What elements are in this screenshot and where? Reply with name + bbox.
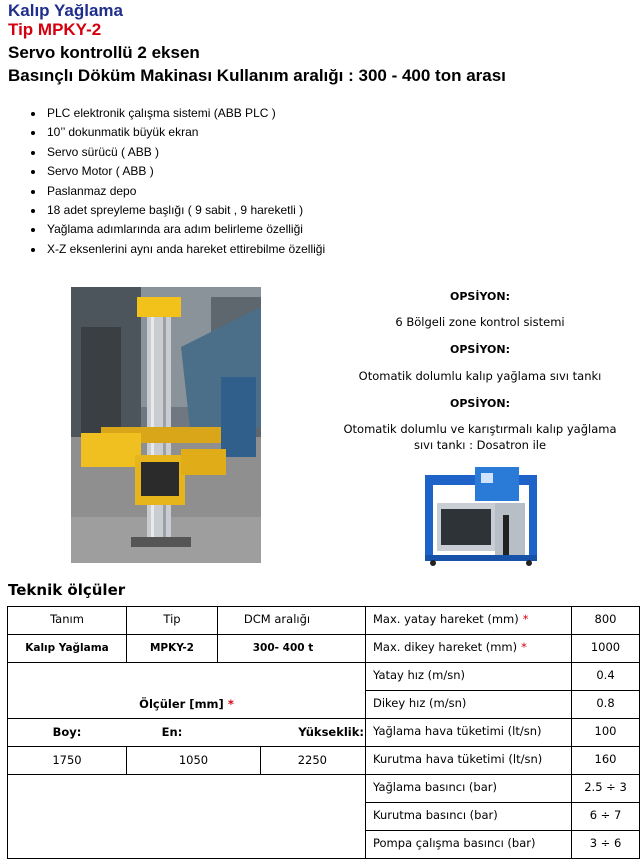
option-heading: OPSİYON: xyxy=(450,290,510,303)
option-heading: OPSİYON: xyxy=(450,343,510,356)
spec-label xyxy=(373,836,569,850)
cell-dcm: 300- 400 t xyxy=(252,642,314,654)
spec-label xyxy=(373,696,569,710)
dims-title-text: Ölçüler [mm] xyxy=(139,697,224,711)
spec-value: 800 xyxy=(594,612,617,626)
option-heading: OPSİYON: xyxy=(450,397,510,410)
product-title: Kalıp Yağlama xyxy=(8,1,123,20)
spec-label-text: Max. yatay hareket (mm) xyxy=(373,612,519,626)
subtitle-range: Basınçlı Döküm Makinası Kullanım aralığı : 300 - 400 ton arası xyxy=(8,66,506,85)
feature-item: X-Z eksenlerini aynı anda hareket ettirebilme özelliği xyxy=(30,240,325,259)
spec-label xyxy=(373,780,569,794)
cell-tip: MPKY-2 xyxy=(149,642,194,654)
dims-header-en: En: xyxy=(161,725,183,739)
dims-header-boy: Boy: xyxy=(52,725,82,739)
spec-label-text: Pompa çalışma basıncı (bar) xyxy=(373,836,536,850)
machine-photo xyxy=(71,287,261,563)
dims-value-boy: 1750 xyxy=(52,753,82,767)
spec-label-text: Kurutma hava tüketimi (lt/sn) xyxy=(373,752,543,766)
tank-photo xyxy=(415,463,547,567)
col-header-tip: Tip xyxy=(163,612,181,626)
feature-item: 10’’ dokunmatik büyük ekran xyxy=(30,123,325,142)
cell-tanim: Kalıp Yağlama xyxy=(25,642,109,654)
spec-label-text: Yağlama hava tüketimi (lt/sn) xyxy=(373,724,542,738)
spec-value: 0.8 xyxy=(596,696,615,710)
feature-item: Servo sürücü ( ABB ) xyxy=(30,143,325,162)
option-text: sıvı tankı : Dosatron ile xyxy=(413,438,547,452)
spec-label-text: Yatay hız (m/sn) xyxy=(373,668,466,682)
option-text: Otomatik dolumlu ve karıştırmalı kalıp yağlama xyxy=(343,422,617,436)
feature-item: 18 adet spreyleme başlığı ( 9 sabit , 9 hareketli ) xyxy=(30,201,325,220)
spec-label xyxy=(373,668,569,682)
spec-label-text: Kurutma basıncı (bar) xyxy=(373,808,498,822)
spec-label xyxy=(373,808,569,822)
required-star: * xyxy=(522,612,529,626)
feature-item: Yağlama adımlarında ara adım belirleme özelliği xyxy=(30,220,325,239)
spec-value: 6 ÷ 7 xyxy=(589,808,622,822)
spec-label xyxy=(373,752,569,766)
spec-value: 3 ÷ 6 xyxy=(589,836,622,850)
dims-value-en: 1050 xyxy=(178,753,209,767)
spec-label xyxy=(373,724,569,738)
spec-label xyxy=(373,640,569,654)
feature-list xyxy=(30,104,325,259)
spec-value: 100 xyxy=(594,724,617,738)
spec-value: 160 xyxy=(594,752,617,766)
spec-label-text: Dikey hız (m/sn) xyxy=(373,696,467,710)
subtitle-axes: Servo kontrollü 2 eksen xyxy=(8,43,200,62)
required-star: * xyxy=(521,640,527,654)
spec-value: 1000 xyxy=(590,640,621,654)
dims-header-yukseklik: Yükseklik: xyxy=(298,725,364,739)
tech-title: Teknik ölçüler xyxy=(8,581,126,599)
spec-value: 2.5 ÷ 3 xyxy=(584,780,627,794)
spec-value: 0.4 xyxy=(596,668,615,682)
option-text: Otomatik dolumlu kalıp yağlama sıvı tankı xyxy=(358,369,602,383)
dims-title xyxy=(8,697,365,711)
dims-value-yukseklik: 2250 xyxy=(297,753,327,767)
spec-label-text: Yağlama basıncı (bar) xyxy=(373,780,497,794)
col-header-dcm: DCM aralığı xyxy=(243,612,311,626)
required-star: * xyxy=(227,697,234,711)
col-header-tanim: Tanım xyxy=(50,612,84,626)
option-text: 6 Bölgeli zone kontrol sistemi xyxy=(395,315,565,329)
feature-item: PLC elektronik çalışma sistemi (ABB PLC ) xyxy=(30,104,325,123)
spec-label xyxy=(373,612,569,626)
spec-label-text: Max. dikey hareket (mm) xyxy=(373,640,518,654)
feature-item: Paslanmaz depo xyxy=(30,182,325,201)
feature-item: Servo Motor ( ABB ) xyxy=(30,162,325,181)
product-type: Tip MPKY-2 xyxy=(8,20,102,39)
